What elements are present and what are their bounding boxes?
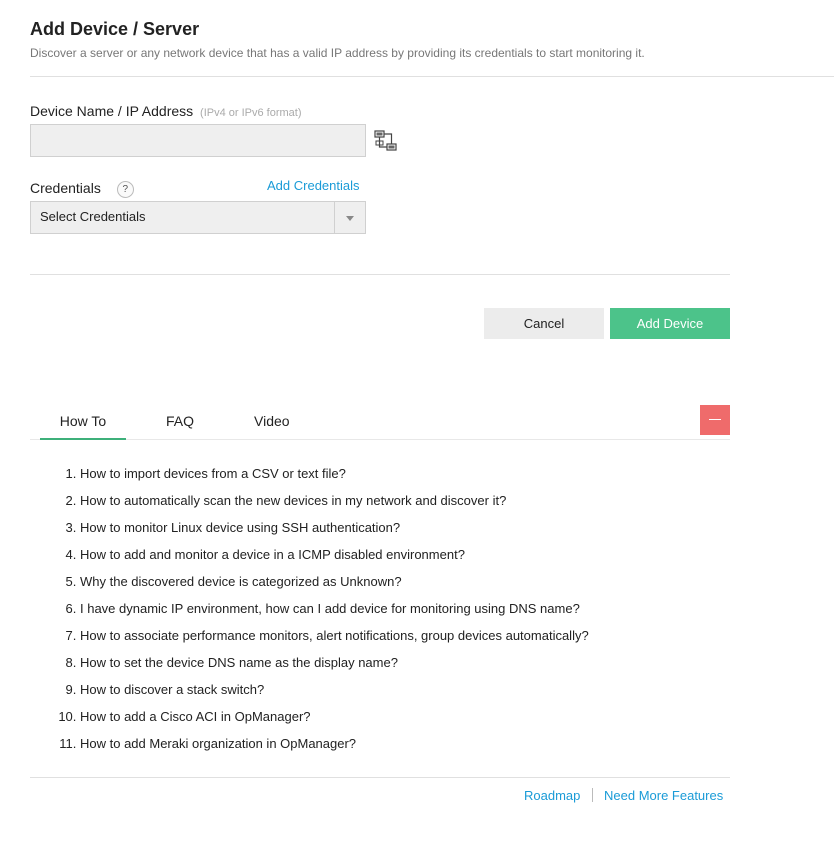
list-item[interactable]: 6. I have dynamic IP environment, how can I add device for monitoring using DNS name?: [80, 595, 720, 622]
how-to-list: [30, 460, 720, 757]
credentials-select-value: Select Credentials: [40, 209, 146, 224]
list-item[interactable]: 5. Why the discovered device is categorized as Unknown?: [80, 568, 720, 595]
credentials-label: [30, 180, 134, 198]
footer-separator: [592, 788, 593, 802]
add-credentials-link[interactable]: Add Credentials: [267, 178, 360, 193]
device-name-label-text: Device Name / IP Address: [30, 103, 194, 119]
footer-divider: [30, 777, 730, 778]
list-item[interactable]: 4. How to add and monitor a device in a ICMP disabled environment?: [80, 541, 720, 568]
device-name-input[interactable]: [30, 124, 366, 157]
form-divider: [30, 274, 730, 275]
help-tabs: [30, 405, 730, 440]
add-device-button[interactable]: Add Device: [610, 308, 730, 339]
device-name-format-hint: (IPv4 or IPv6 format): [200, 107, 302, 119]
list-item[interactable]: 11. How to add Meraki organization in OpManager?: [80, 730, 720, 757]
tab-how-to[interactable]: How To: [40, 413, 126, 440]
list-item[interactable]: 2. How to automatically scan the new devices in my network and discover it?: [80, 487, 720, 514]
header-divider: [30, 76, 834, 77]
chevron-down-icon[interactable]: [334, 202, 365, 233]
list-item[interactable]: 1. How to import devices from a CSV or text file?: [80, 460, 720, 487]
page-subtitle: Discover a server or any network device that has a valid IP address by providing its credentials to start monitoring it.: [30, 46, 645, 60]
list-item[interactable]: 3. How to monitor Linux device using SSH authentication?: [80, 514, 720, 541]
cancel-button[interactable]: Cancel: [484, 308, 604, 339]
device-name-label: [30, 103, 302, 119]
page-title: Add Device / Server: [30, 19, 200, 39]
list-item[interactable]: 10. How to add a Cisco ACI in OpManager?: [80, 703, 720, 730]
tab-video[interactable]: Video: [254, 413, 290, 429]
tab-faq[interactable]: FAQ: [166, 413, 195, 429]
credentials-label-text: Credentials: [30, 180, 101, 196]
list-item[interactable]: 7. How to associate performance monitors, alert notifications, group devices automatically?: [80, 622, 720, 649]
need-more-features-link[interactable]: Need More Features: [604, 788, 724, 803]
list-item[interactable]: 9. How to discover a stack switch?: [80, 676, 720, 703]
help-icon[interactable]: ?: [117, 181, 134, 198]
collapse-panel-button[interactable]: [700, 405, 730, 435]
roadmap-link[interactable]: Roadmap: [524, 788, 581, 803]
list-item[interactable]: 8. How to set the device DNS name as the display name?: [80, 649, 720, 676]
credentials-select[interactable]: [30, 201, 366, 234]
network-browse-icon[interactable]: [374, 129, 398, 153]
